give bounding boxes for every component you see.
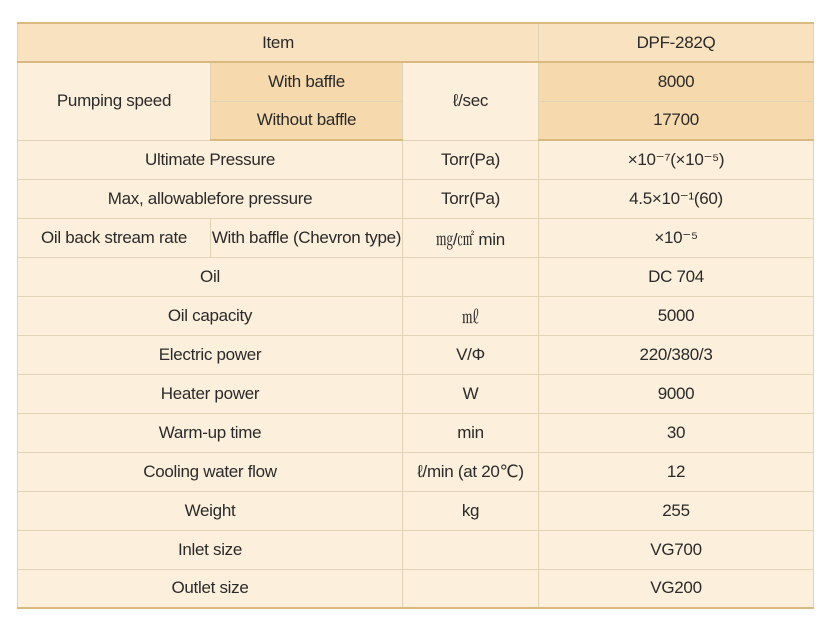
row-value: 9000: [539, 374, 814, 413]
without-baffle-label: Without baffle: [211, 101, 403, 140]
row-unit: [403, 530, 539, 569]
max-fore-pressure-unit: Torr(Pa): [403, 179, 539, 218]
pumping-speed-unit: ℓ/sec: [403, 62, 539, 140]
ultimate-pressure-row: [18, 140, 814, 179]
row-label: Warm-up time: [18, 413, 403, 452]
row-label: Weight: [18, 491, 403, 530]
row-unit: W: [403, 374, 539, 413]
row-label: Oil: [18, 257, 403, 296]
pumping-speed-with-baffle-row: [18, 62, 814, 101]
oil-back-stream-unit: ㎎/㎠ min: [403, 218, 539, 257]
row-value: VG700: [539, 530, 814, 569]
oil-back-stream-value: ×10⁻⁵: [539, 218, 814, 257]
max-fore-pressure-value: 4.5×10⁻¹(60): [539, 179, 814, 218]
header-row: [18, 23, 814, 62]
oil-back-stream-label: Oil back stream rate: [18, 218, 211, 257]
table-row: [18, 530, 814, 569]
header-model-cell: DPF-282Q: [539, 23, 814, 62]
row-unit: [403, 569, 539, 608]
table-row: [18, 296, 814, 335]
header-item-cell: Item: [18, 23, 539, 62]
row-unit: min: [403, 413, 539, 452]
row-unit: ℓ/min (at 20℃): [403, 452, 539, 491]
table-row: [18, 452, 814, 491]
table-row: [18, 413, 814, 452]
row-label: Heater power: [18, 374, 403, 413]
with-baffle-label: With baffle: [211, 62, 403, 101]
row-unit: V/Φ: [403, 335, 539, 374]
row-value: VG200: [539, 569, 814, 608]
row-value: 220/380/3: [539, 335, 814, 374]
row-value: DC 704: [539, 257, 814, 296]
table-row: [18, 374, 814, 413]
ultimate-pressure-unit: Torr(Pa): [403, 140, 539, 179]
row-value: 12: [539, 452, 814, 491]
max-fore-pressure-row: [18, 179, 814, 218]
ultimate-pressure-label: Ultimate Pressure: [18, 140, 403, 179]
table-row: [18, 257, 814, 296]
row-label: Electric power: [18, 335, 403, 374]
table-row: [18, 491, 814, 530]
row-unit: [403, 257, 539, 296]
row-unit: kg: [403, 491, 539, 530]
ultimate-pressure-value: ×10⁻⁷(×10⁻⁵): [539, 140, 814, 179]
oil-back-stream-sublabel: With baffle (Chevron type): [211, 218, 403, 257]
table-row: [18, 335, 814, 374]
row-value: 30: [539, 413, 814, 452]
pumping-speed-label: Pumping speed: [18, 62, 211, 140]
row-label: Inlet size: [18, 530, 403, 569]
without-baffle-value: 17700: [539, 101, 814, 140]
row-label: Cooling water flow: [18, 452, 403, 491]
spec-table: [17, 22, 814, 609]
table-row: [18, 569, 814, 608]
row-value: 255: [539, 491, 814, 530]
with-baffle-value: 8000: [539, 62, 814, 101]
row-label: Oil capacity: [18, 296, 403, 335]
row-value: 5000: [539, 296, 814, 335]
max-fore-pressure-label: Max, allowablefore pressure: [18, 179, 403, 218]
row-label: Outlet size: [18, 569, 403, 608]
oil-back-stream-row: [18, 218, 814, 257]
row-unit: ㎖: [403, 296, 539, 335]
